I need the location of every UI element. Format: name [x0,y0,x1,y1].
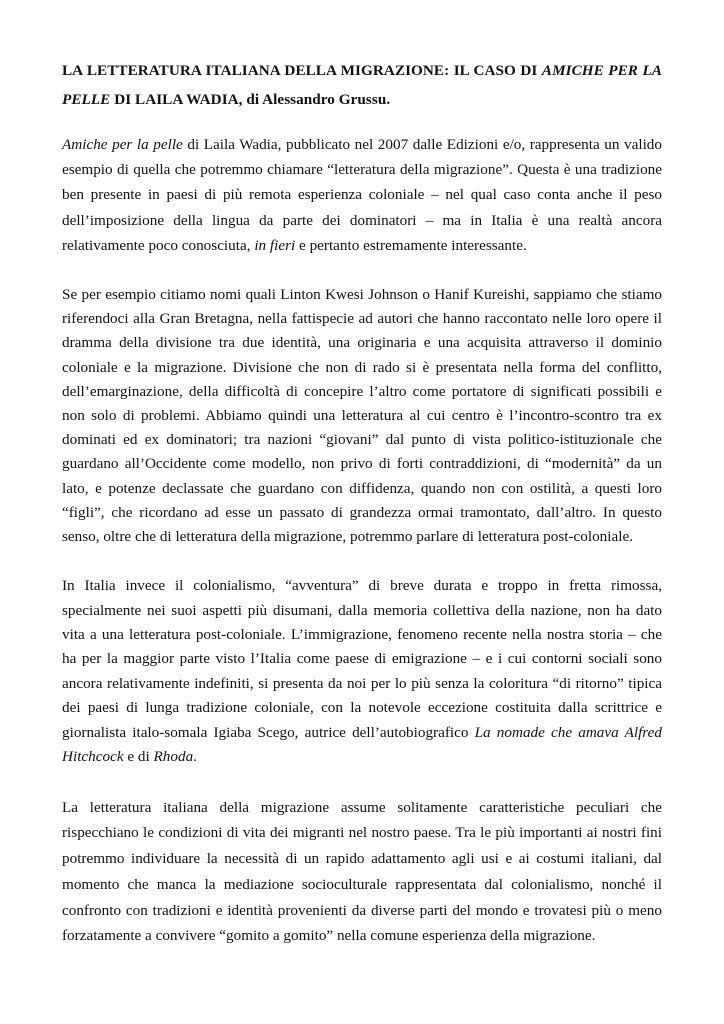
paragraph-1 [62,132,662,258]
paragraph-3-text-a: In Italia invece il colonialismo, “avventura” di breve durata e troppo in fretta rimossa, specialmente nei suoi aspetti più disumani, dalla memoria collettiva della nazione, non ha dato vita a una letteratura post-coloniale. L’immigrazione, fenomeno recente nella nostra storia – che ha per la maggior parte visto l’Italia come paese di emigrazione – e i cui contorni sociali sono ancora relativamente indefiniti, si presenta da noi per lo più senza la coloritura “di ritorno” tipica dei paesi di lunga tradizione coloniale, con la notevole eccezione costituita dalla scrittrice e giornalista italo-somala Igiaba Scego, autrice dell’autobiografico [62,577,662,741]
title-book-italic: AMICHE PER LA PELLE [62,62,662,108]
paragraph-3-book-title-2: Rhoda [153,748,194,766]
paragraph-3-text-b: e di [123,748,154,766]
paragraph-4: La letteratura italiana della migrazione assume solitamente caratteristiche peculiari che rispecchiano le condizioni di vita dei migranti nel nostro paese. Tra le più importanti ai nostri fini potremmo individuare la necessità di un rapido adattamento agli usi e ai costumi italiani, dal momento che manca la mediazione socioculturale rappresentata dal colonialismo, nonché il confronto con tradizioni e identità provenienti da diverse parti del mondo e trovatesi più o meno forzatamente a convivere “gomito a gomito” nella comune esperienza della migrazione. [62,798,662,945]
title-part-1: LA LETTERATURA ITALIANA DELLA MIGRAZIONE: IL CASO DI [62,62,542,79]
paragraph-3-book-title-1: La nomade che amava Alfred Hitchcock [62,723,662,766]
document-title [62,56,662,114]
title-part-2: DI LAILA WADIA, di Alessandro Grussu. [110,91,391,108]
paragraph-2: Se per esempio citiamo nomi quali Linton Kwesi Johnson o Hanif Kureishi, sappiamo che stiamo riferendoci alla Gran Bretagna, nella fattispecie ad autori che hanno raccontato nelle loro opere il dramma della divisione tra due identità, una originaria e una acquisita attraverso il dominio coloniale e la migrazione. Divisione che non di rado si è presentata nella forma del conflitto, dell’emarginazione, della difficoltà di concepire l’altro come portatore di significati possibili e non solo di problemi. Abbiamo quindi una letteratura al cui centro è l’incontro-scontro tra ex dominati ed ex dominatori; tra nazioni “giovani” dal punto di vista politico-istituzionale che guardano all’Occidente come modello, non privo di forti contraddizioni, di “modernità” da un lato, e potenze declassate che guardano con diffidenza, quando non con ostilità, a questi loro “figli”, che ricordano ad esse un passato di grandezza ormai tramontato, dall’altro. In questo senso, oltre che di letteratura della migrazione, potremmo parlare di letteratura post-coloniale. [62,286,662,546]
document-page [62,56,662,974]
paragraph-1-italic-term: in fieri [254,236,296,254]
paragraph-1-book-title: Amiche per la pelle [62,136,183,153]
paragraph-1-text-a: di Laila Wadia, pubblicato nel 2007 dalle Edizioni e/o, rappresenta un valido esempio di quella che potremmo chiamare “letteratura della migrazione”. Questa è una tradizione ben presente in paesi di più remota esperienza coloniale – nel qual caso conta anche il peso dell’imposizione della lingua da parte dei dominatori – ma in Italia è una realtà ancora relativamente poco conosciuta, [62,136,662,254]
paragraph-3-text-c: . [193,748,197,766]
paragraph-3 [62,574,662,769]
paragraph-1-text-b: e pertanto estremamente interessante. [295,236,527,254]
